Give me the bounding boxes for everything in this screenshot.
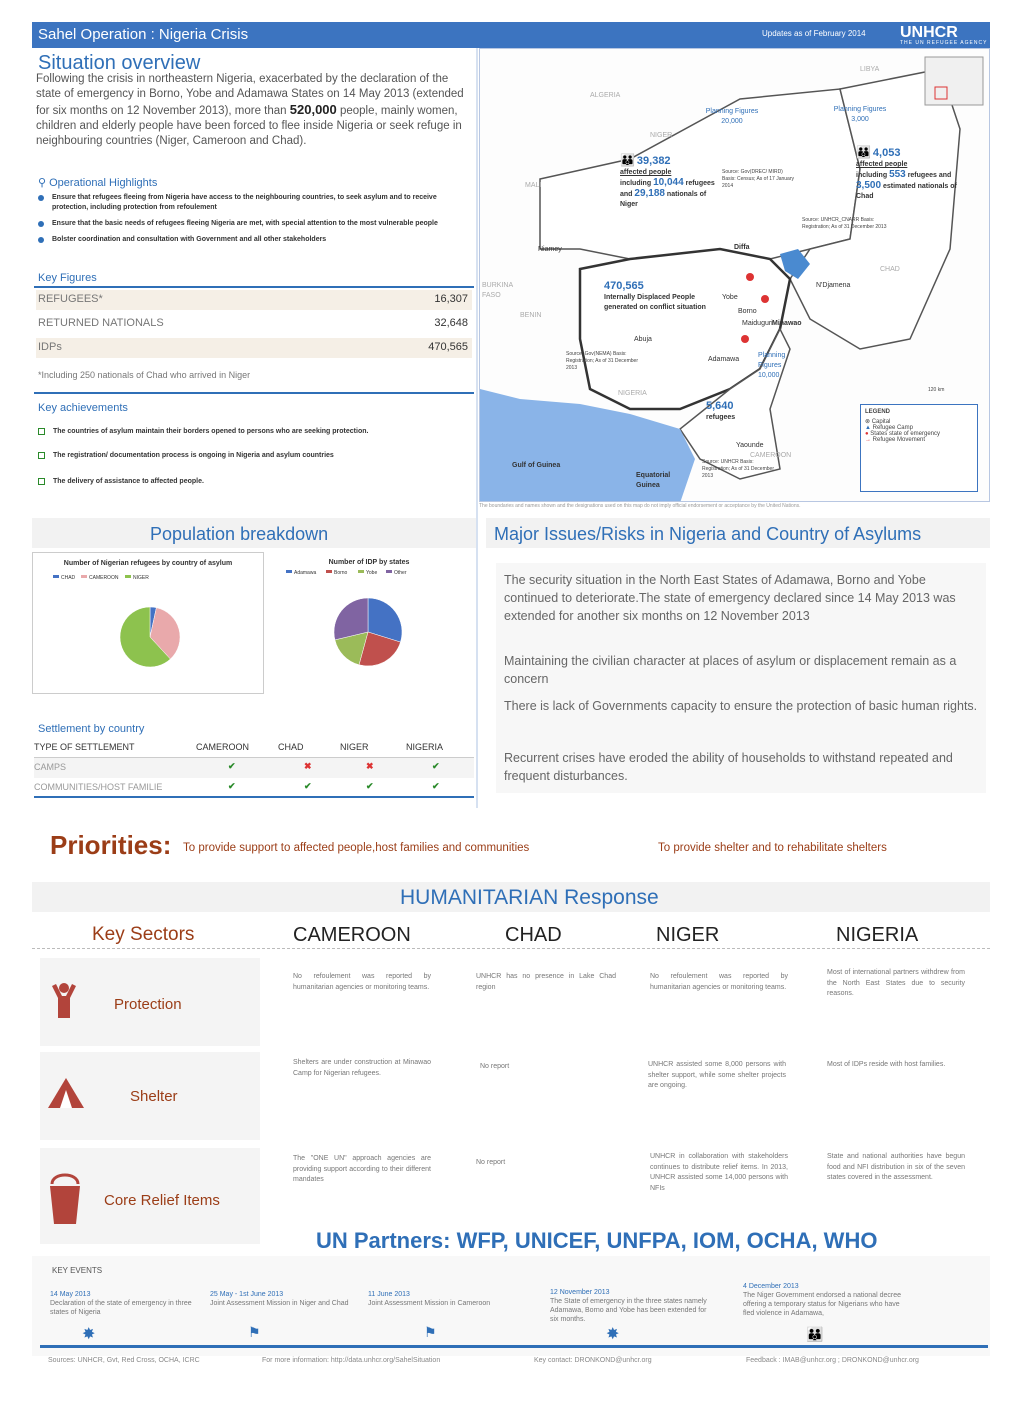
country-header: NIGER [656, 924, 720, 946]
legend-label: CAMEROON [89, 575, 119, 581]
map-label: Maiduguri [742, 320, 773, 327]
overview-text: Following the crisis in northeastern Nigeria, exacerbated by the declaration of the state of emergency in Borno, Yobe and Adamawa States on 14 May 2013 (extended for six months on 12 November 2013), more than 520,000 people, mainly women, children and elderly people have been forced to flee inside Nigeria or seek refuge in neighbouring countries (Niger, Cameroon and Chad). [36, 73, 464, 147]
sector-cell: UNHCR assisted some 8,000 persons with shelter support, while some shelter projects are ongoing. [648, 1061, 786, 1089]
bullet-icon [38, 195, 44, 201]
bullet-icon [38, 221, 44, 227]
sector-cell: UNHCR in collaboration with stakeholders continues to distribute relief items. In 2013, UNHCR assisted some 14,000 persons with NFIs [650, 1153, 788, 1192]
table-header: TYPE OF SETTLEMENT CAMEROON CHAD NIGER NIGERIA [34, 742, 474, 758]
map-label: BENIN [520, 312, 542, 319]
map-source: Source: UNHCR_CNARR Basis: Registration; As of 31 December 2013 [802, 217, 887, 230]
divider [32, 948, 990, 949]
event-item: 14 May 2013 Declaration of the state of emergency in three states of Nigeria [50, 1291, 192, 1316]
map-source: Source: Gov(NEMA) Basis: Registration; As of 31 December 2013 [566, 351, 638, 371]
footer-contact[interactable]: Key contact: DRONKOND@unhcr.org [534, 1357, 652, 1364]
status-icon: ✖ [366, 761, 374, 771]
settlement-title: Settlement by country [38, 723, 145, 735]
idp-pie-chart [266, 568, 472, 688]
sector-cell: The "ONE UN" approach agencies are providing support according to their different mandates [293, 1155, 431, 1183]
legend-swatch [358, 570, 364, 573]
niger-callout: 👪 39,382 affected people including 10,044 refugees and 29,188 nationals of Niger [620, 153, 715, 208]
sector-protection [40, 958, 260, 1046]
divider [34, 392, 474, 394]
map-label: Gulf of Guinea [512, 462, 561, 469]
chart-title: Number of IDP by states [328, 559, 410, 566]
country-header: NIGERIA [836, 924, 919, 946]
sector-cri [40, 1148, 260, 1244]
events-title: KEY EVENTS [52, 1266, 103, 1275]
key-figure-row: IDPs 470,565 [36, 338, 472, 358]
priority-item: To provide support to affected people,host families and communities [183, 842, 530, 854]
update-date: Updates as of February 2014 [762, 29, 866, 38]
status-icon: ✖ [304, 761, 312, 771]
movement-icon: → [865, 437, 871, 443]
un-partners: UN Partners: WFP, UNICEF, UNFPA, IOM, OCHA, WHO [316, 1228, 878, 1253]
map-source: Source: UNHCR Basis: Registration; As of 31 December 2013 [702, 459, 774, 479]
camp-icon: ▲ [865, 425, 871, 431]
country-header: CHAD [505, 924, 562, 946]
refugee-pie-chart [33, 569, 263, 679]
map-label: NIGER [650, 132, 673, 139]
timeline-line [40, 1345, 988, 1348]
sector-label: Core Relief Items [104, 1192, 220, 1209]
people-icon: 👪 [806, 1326, 824, 1342]
risks-title: Major Issues/Risks in Nigeria and Country of Asylums [494, 524, 922, 544]
legend-item: ● States state of emergency [865, 431, 940, 437]
map-label: Borno [738, 308, 757, 315]
cameroon-callout: 5,640 refugees [706, 400, 736, 421]
checkbox-icon [38, 478, 45, 485]
table-row: CAMPS ✔ ✖ ✖ ✔ [34, 758, 474, 778]
status-icon: ✔ [432, 761, 440, 771]
map-label: Niamey [538, 246, 562, 253]
sector-label: Shelter [130, 1088, 178, 1105]
emergency-icon: ● [865, 431, 869, 437]
legend-swatch [326, 570, 332, 573]
status-icon: ✔ [304, 781, 312, 791]
achievement-item: The registration/ documentation process is ongoing in Nigeria and asylum countries [38, 451, 468, 477]
highlight-item: Ensure that the basic needs of refugees fleeing Nigeria are met, with special attention to the most vulnerable people [38, 219, 458, 229]
risks-box [496, 563, 986, 793]
event-item: 12 November 2013 The State of emergency in the three states namely Adamawa, Borno and Yobe has been extended for six months. [550, 1289, 707, 1323]
event-item: 4 December 2013 The Niger Government endorsed a national decree offering a temporary status for Nigerians who have fled violence in Adamawa, [743, 1283, 901, 1317]
table-row: COMMUNITIES/HOST FAMILIE ✔ ✔ ✔ ✔ [34, 778, 474, 798]
highlights-title: ⚲ Operational Highlights [38, 177, 158, 189]
key-figure-row: REFUGEES* 16,307 [36, 290, 472, 310]
map-label: Yaounde [736, 442, 764, 449]
overview-title: Situation overview [38, 52, 201, 74]
risk-paragraph: Recurrent crises have eroded the ability of households to withstand repeated and frequent disturbances. [504, 751, 953, 783]
settlement-table [34, 742, 474, 798]
unhcr-logo: UNHCR THE UN REFUGEE AGENCY [900, 24, 988, 46]
map-legend: LEGEND ⊗ Capital ▲ Refugee Camp ● States state of emergency → Refugee Movement [860, 404, 978, 492]
risk-paragraph: Maintaining the civilian character at places of asylum or displacement remain as a concern [504, 654, 957, 686]
map-label: Equatorial Guinea [636, 472, 671, 489]
protection-icon [48, 980, 80, 1020]
report-title: Sahel Operation : Nigeria Crisis [38, 26, 249, 43]
map-label: Adamawa [708, 356, 740, 363]
column-divider [476, 48, 478, 808]
legend-swatch [386, 570, 392, 573]
response-title: HUMANITARIAN Response [400, 886, 659, 909]
header-bar [32, 22, 990, 48]
capital-icon: ⊗ [865, 419, 871, 425]
map-label: BURKINA FASO [482, 282, 513, 299]
sector-label: Protection [114, 996, 182, 1013]
people-icon: 👪 [856, 145, 871, 159]
legend-label: Yobe [366, 570, 378, 576]
planning-figure: Planning Figures 3,000 [833, 106, 887, 123]
achievements-title: Key achievements [38, 402, 128, 414]
legend-swatch [81, 575, 87, 578]
status-icon: ✔ [366, 781, 374, 791]
planning-figure: Planning Figures 20,000 [705, 108, 759, 125]
chart-idp [266, 552, 472, 694]
idp-callout: 470,565 Internally Displaced People generated on conflict situation [604, 280, 706, 311]
sector-cell: No report [480, 1063, 510, 1070]
legend-swatch [53, 575, 59, 578]
highlight-item: Bolster coordination and consultation with Government and all other stakeholders [38, 235, 458, 245]
legend-label: CHAD [61, 575, 76, 581]
map-label: MALI [525, 182, 542, 189]
chad-callout: 👪 4,053 affected people including 553 refugees and 3,500 estimated nationals of Chad [856, 145, 957, 200]
map-label: Yobe [722, 294, 738, 301]
sector-cell: Shelters are under construction at Minawao Camp for Nigerian refugees. [293, 1059, 431, 1077]
legend-swatch [125, 575, 131, 578]
footer-info-link[interactable]: For more information: http://data.unhcr.org/SahelSituation [262, 1357, 441, 1364]
region-map [479, 48, 990, 502]
map-disclaimer: The boundaries and names shown and the designations used on this map do not imply official endorsement or acceptance by the United Nations. [479, 503, 801, 509]
sector-cell: UNHCR has no presence in Lake Chad region [476, 973, 616, 991]
sector-cell: State and national authorities have begun food and NFI distribution in six of the seven states covered in the assessment. [827, 1153, 965, 1181]
legend-item: ⊗ Capital [865, 419, 891, 425]
sector-shelter [40, 1052, 260, 1140]
bullet-icon [38, 237, 44, 243]
status-icon: ✔ [432, 781, 440, 791]
achievement-item: The delivery of assistance to affected people. [38, 477, 468, 487]
status-icon: ✔ [228, 781, 236, 791]
legend-item: → Refugee Movement [865, 437, 926, 443]
map-label: N'Djamena [816, 282, 851, 289]
status-icon: ✔ [228, 761, 236, 771]
checkbox-icon [38, 428, 45, 435]
sector-cell: No report [476, 1159, 506, 1166]
explosion-icon: ✸ [606, 1326, 620, 1343]
flag-icon: ⚑ [248, 1324, 261, 1340]
tent-icon [46, 1076, 86, 1110]
flag-icon: ⚑ [424, 1324, 437, 1340]
map-scale: 120 km [928, 387, 945, 393]
key-figures-note: *Including 250 nationals of Chad who arrived in Niger [38, 370, 251, 380]
map-label: CAMEROON [750, 452, 792, 459]
achievement-item: The countries of asylum maintain their borders opened to persons who are seeking protection. [38, 427, 468, 451]
chart-refugees [32, 552, 264, 694]
footer-feedback[interactable]: Feedback : IMAB@unhcr.org ; DRONKOND@unhcr.org [746, 1357, 919, 1364]
sector-cell: No refoulement was reported by humanitarian agencies or monitoring teams. [293, 973, 431, 991]
key-figures-title: Key Figures [38, 272, 97, 284]
priorities-title: Priorities: [50, 830, 172, 860]
map-label: Diffa [734, 244, 750, 251]
legend-item: ▲ Refugee Camp [865, 425, 913, 431]
legend-label: Other [394, 570, 407, 576]
event-item: 25 May - 1st June 2013 Joint Assessment Mission in Niger and Chad [210, 1291, 349, 1307]
planning-figure: Planning Figures 10,000 [758, 352, 786, 379]
map-label: LIBYA [860, 66, 880, 73]
checkbox-icon [38, 452, 45, 459]
event-item: 11 June 2013 Joint Assessment Mission in Cameroon [368, 1291, 491, 1307]
legend-label: Borno [334, 570, 348, 576]
map-label: CHAD [880, 266, 900, 273]
country-header: CAMEROON [293, 924, 411, 946]
legend-label: NIGER [133, 575, 149, 581]
priority-item: To provide shelter and to rehabilitate shelters [658, 842, 887, 854]
key-figure-row: RETURNED NATIONALS 32,648 [38, 317, 468, 329]
legend-swatch [286, 570, 292, 573]
legend-label: Adamawa [294, 570, 317, 576]
highlights-list [38, 193, 458, 245]
map-label: Minawao [772, 320, 802, 327]
people-icon: 👪 [620, 153, 635, 167]
population-title: Population breakdown [150, 524, 329, 544]
map-source: Source: Gov(DREC/ MIRD) Basis: Census; As of 17 January 2014 [722, 169, 794, 189]
sector-cell: Most of international partners withdrew from the North East States due to security reasons. [827, 969, 965, 997]
risk-paragraph: The security situation in the North East States of Adamawa, Borno and Yobe continued to deteriorate.The state of emergency declared since 14 May 2013 was extended for another six months on 12 November 2013 [504, 573, 956, 623]
map-label: Abuja [634, 336, 652, 343]
divider [34, 286, 474, 288]
location-pin-icon: ⚲ [38, 177, 47, 189]
sector-cell: Most of IDPs reside with host families. [827, 1061, 946, 1068]
footer-sources: Sources: UNHCR, Gvt, Red Cross, OCHA, ICRC [48, 1357, 200, 1364]
map-label: ALGERIA [590, 92, 621, 99]
bucket-icon [48, 1170, 82, 1226]
key-sectors-title: Key Sectors [92, 924, 195, 945]
highlight-item: Ensure that refugees fleeing from Nigeria have access to the neighbouring countries, to seek asylum and to receive protection, including protection from refoulement [38, 193, 458, 213]
achievements-list [38, 427, 468, 487]
chart-title: Number of Nigerian refugees by country of asylum [63, 560, 233, 567]
explosion-icon: ✸ [82, 1326, 96, 1343]
sector-cell: No refoulement was reported by humanitarian agencies or monitoring teams. [650, 973, 788, 991]
map-label: NIGERIA [618, 390, 647, 397]
risk-paragraph: There is lack of Governments capacity to ensure the protection of basic human rights. [504, 699, 978, 713]
